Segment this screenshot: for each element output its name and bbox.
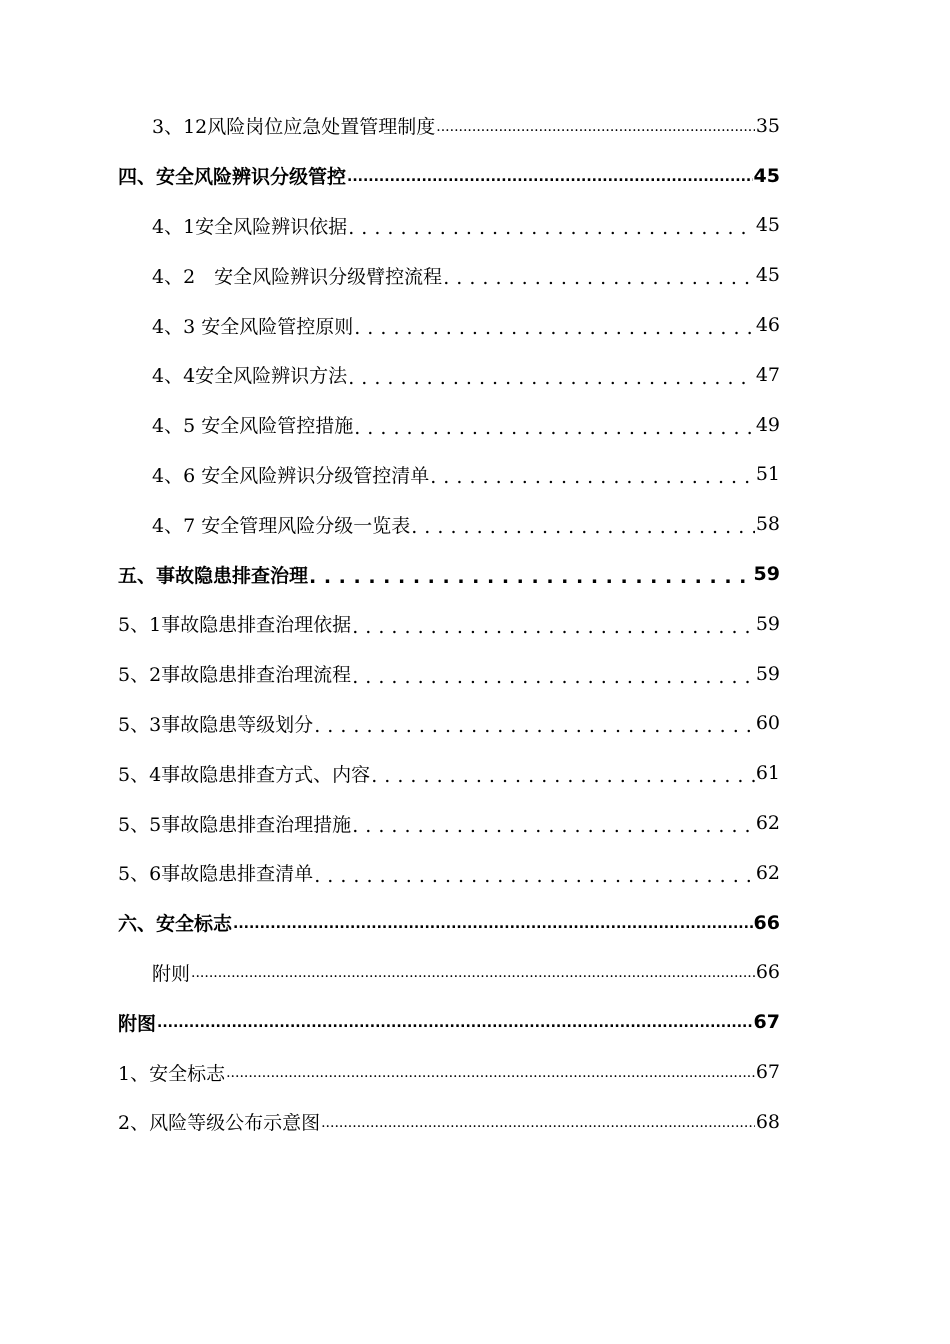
toc-leader-dots bbox=[233, 912, 753, 934]
toc-entry[interactable] bbox=[118, 848, 780, 898]
toc-leader-dots bbox=[348, 364, 755, 386]
toc-entry-page: 47 bbox=[755, 363, 780, 386]
toc-leader-dots bbox=[430, 463, 755, 485]
toc-entry-title: 5、3事故隐患等级划分 bbox=[118, 713, 314, 736]
toc-leader-dots bbox=[411, 513, 755, 535]
toc-chapter-entry[interactable] bbox=[118, 898, 780, 948]
toc-entry-page: 46 bbox=[755, 314, 780, 337]
toc-entry-page: 45 bbox=[755, 264, 780, 287]
toc-entry-title: 5、2事故隐患排查治理流程 bbox=[118, 664, 352, 687]
toc-entry[interactable] bbox=[118, 1047, 780, 1097]
toc-entry-page: 66 bbox=[753, 911, 780, 934]
toc-chapter-entry[interactable] bbox=[118, 997, 780, 1047]
toc-entry[interactable] bbox=[118, 101, 780, 151]
toc-leader-dots bbox=[436, 115, 755, 137]
toc-leader-dots bbox=[314, 862, 755, 884]
toc-entry-title: 4、1安全风险辨识依据 bbox=[152, 215, 348, 238]
toc-entry[interactable] bbox=[118, 350, 780, 400]
toc-entry-title: 附则 bbox=[152, 962, 191, 985]
toc-entry-page: 45 bbox=[753, 164, 780, 187]
toc-entry[interactable] bbox=[118, 798, 780, 848]
toc-entry-page: 45 bbox=[755, 214, 780, 237]
toc-entry-title: 五、事故隐患排查治理 bbox=[118, 564, 309, 587]
toc-entry[interactable] bbox=[118, 948, 780, 998]
toc-entry-title: 5、5事故隐患排查治理措施 bbox=[118, 813, 352, 836]
toc-entry-page: 67 bbox=[753, 1011, 780, 1034]
toc-chapter-entry[interactable] bbox=[118, 151, 780, 201]
toc-entry-page: 67 bbox=[755, 1061, 780, 1084]
toc-entry-page: 59 bbox=[755, 612, 780, 635]
toc-entry-title: 4、6 安全风险辨识分级管控清单 bbox=[152, 464, 430, 487]
toc-entry[interactable] bbox=[118, 499, 780, 549]
toc-entry-page: 58 bbox=[755, 513, 780, 536]
toc-entry-page: 66 bbox=[755, 961, 780, 984]
toc-entry-page: 62 bbox=[755, 812, 780, 835]
toc-entry-title: 2、风险等级公布示意图 bbox=[118, 1112, 321, 1135]
toc-entry-page: 51 bbox=[755, 463, 780, 486]
toc-entry[interactable] bbox=[118, 699, 780, 749]
toc-leader-dots bbox=[321, 1111, 755, 1133]
toc-leader-dots bbox=[443, 264, 755, 286]
toc-entry[interactable] bbox=[118, 1097, 780, 1147]
toc-entry[interactable] bbox=[118, 649, 780, 699]
toc-entry[interactable] bbox=[118, 599, 780, 649]
toc-entry-page: 59 bbox=[753, 563, 780, 586]
toc-entry-page: 62 bbox=[755, 861, 780, 884]
toc-leader-dots bbox=[314, 712, 755, 734]
toc-leader-dots bbox=[352, 812, 755, 834]
toc-entry-title: 5、1事故隐患排查治理依据 bbox=[118, 614, 352, 637]
toc-entry-title: 3、12风险岗位应急处置管理制度 bbox=[152, 116, 436, 139]
toc-entry-page: 59 bbox=[755, 662, 780, 685]
toc-leader-dots bbox=[157, 1011, 753, 1033]
toc-entry-title: 附图 bbox=[118, 1012, 157, 1035]
toc-entry-title: 5、4事故隐患排查方式、内容 bbox=[118, 763, 371, 786]
toc-entry-title: 4、2 安全风险辨识分级臂控流程 bbox=[152, 265, 443, 288]
toc-entry-page: 61 bbox=[755, 762, 780, 785]
toc-entry[interactable] bbox=[118, 748, 780, 798]
toc-entry[interactable] bbox=[118, 450, 780, 500]
toc-entry-title: 4、7 安全管理风险分级一览表 bbox=[152, 514, 411, 537]
toc-leader-dots bbox=[347, 165, 753, 187]
toc-leader-dots bbox=[371, 762, 755, 784]
toc-entry-page: 35 bbox=[755, 114, 780, 137]
toc-entry[interactable] bbox=[118, 300, 780, 350]
toc-leader-dots bbox=[352, 613, 755, 635]
table-of-contents bbox=[118, 101, 780, 1147]
toc-chapter-entry[interactable] bbox=[118, 549, 780, 599]
toc-entry-page: 68 bbox=[755, 1110, 780, 1133]
toc-entry-title: 5、6事故隐患排查清单 bbox=[118, 863, 314, 886]
toc-entry-title: 4、3 安全风险管控原则 bbox=[152, 315, 354, 338]
toc-leader-dots bbox=[309, 563, 753, 585]
toc-entry-title: 4、4安全风险辨识方法 bbox=[152, 365, 348, 388]
toc-entry[interactable] bbox=[118, 400, 780, 450]
toc-entry-title: 4、5 安全风险管控措施 bbox=[152, 415, 354, 438]
toc-entry-page: 60 bbox=[755, 712, 780, 735]
toc-entry-page: 49 bbox=[755, 413, 780, 436]
toc-leader-dots bbox=[226, 1061, 755, 1083]
toc-leader-dots bbox=[354, 414, 755, 436]
toc-leader-dots bbox=[191, 961, 755, 983]
toc-leader-dots bbox=[354, 314, 755, 336]
toc-entry-title: 六、安全标志 bbox=[118, 913, 233, 936]
toc-leader-dots bbox=[352, 663, 755, 685]
toc-entry[interactable] bbox=[118, 201, 780, 251]
toc-entry-title: 四、安全风险辨识分级管控 bbox=[118, 166, 347, 189]
toc-entry[interactable] bbox=[118, 250, 780, 300]
toc-entry-title: 1、安全标志 bbox=[118, 1062, 226, 1085]
toc-leader-dots bbox=[348, 214, 755, 236]
